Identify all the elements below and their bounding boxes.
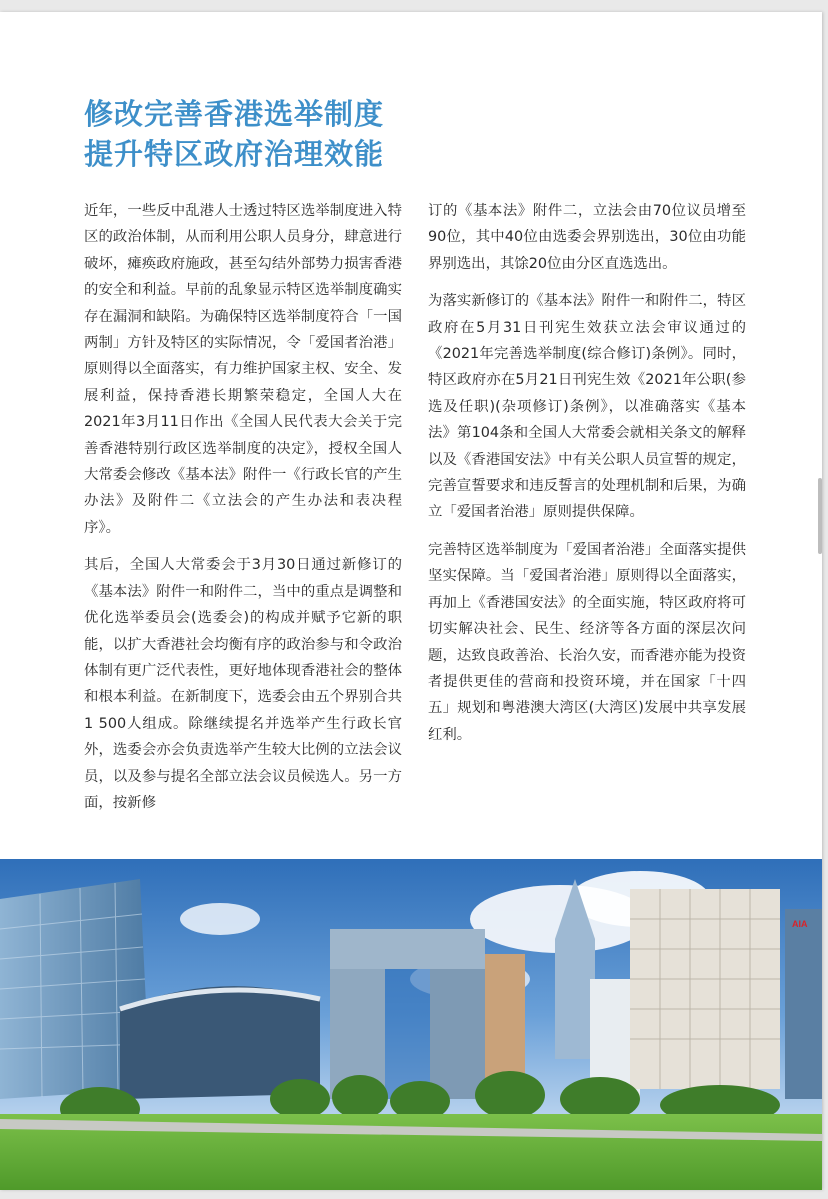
scrollbar[interactable] [818, 478, 822, 554]
aia-sign: AIA [792, 919, 808, 929]
left-column [84, 198, 402, 827]
paragraph: 订的《基本法》附件二，立法会由70位议员增至90位，其中40位由选委会界别选出，30位由功能界别选出，其馀20位由分区直选选出。 [428, 203, 746, 272]
aia-tower [785, 909, 822, 1099]
paragraph: 近年，一些反中乱港人士透过特区选举制度进入特区的政治体制，从而利用公职人员身分，肆意进行破坏，瘫痪政府施政，甚至勾结外部势力损害香港的安全和利益。早前的乱象显示特区选举制度确实存在漏洞和缺陷。为确保特区选举制度符合「一国两制」方针及特区的实际情况，令「爱国者治港」原则得以全面落实，有力维护国家主权、安全、发展利益，保持香港长期繁荣稳定，全国人大在2021年3月11日作出《全国人民代表大会关于完善香港特别行政区选举制度的决定》，授权全国人大常委会修改《基本法》附件一《行政长官的产生办法》及附件二《立法会的产生办法和表决程序》。 [84, 203, 402, 536]
tree [332, 1075, 388, 1119]
title-line-2: 提升特区政府治理效能 [84, 137, 385, 171]
right-column [428, 198, 746, 759]
paragraph: 完善特区选举制度为「爱国者治港」全面落实提供坚实保障。当「爱国者治港」原则得以全面落实，再加上《香港国安法》的全面实施，特区政府将可切实解决社会、民生、经济等各方面的深层次问题，达致良政善治、长治久安，而香港亦能为投资者提供更佳的营商和投资环境，并在国家「十四五」规划和粤港澳大湾区(大湾区)发展中共享发展红利。 [428, 541, 746, 743]
document-page [0, 12, 822, 1190]
cloud [180, 903, 260, 935]
paragraph: 为落实新修订的《基本法》附件一和附件二，特区政府在5月31日刊宪生效获立法会审议通过的《2021年完善选举制度(综合修订)条例》。同时，特区政府亦在5月21日刊宪生效《2021年公职(参选及任职)(杂项修订)条例》，以准确落实《基本法》第104条和全国人大常委会就相关条文的解释以及《香港国安法》中有关公职人员宣誓的规定，完善宣誓要求和违反誓言的处理机制和后果，为确立「爱国者治港」原则提供保障。 [428, 293, 746, 521]
tamar-arch-top [330, 929, 485, 969]
article-title [84, 94, 384, 174]
tree [270, 1079, 330, 1119]
paragraph: 其后，全国人大常委会于3月30日通过新修订的《基本法》附件一和附件二，当中的重点是调整和优化选举委员会(选委会)的构成并赋予它新的职能，以扩大香港社会均衡有序的政治参与和令政治体制有更广泛代表性，更好地体现香港社会的整体和根本利益。在新制度下，选委会由五个界别合共1 500人组成。除继续提名并选举产生行政长官外，选委会亦会负责选举产生较大比例的立法会议员，以及参与提名全部立法会议员候选人。另一方面，按新修 [84, 557, 402, 811]
government-hq-photo [0, 859, 822, 1190]
title-line-1: 修改完善香港选举制度 [84, 97, 385, 131]
tree [475, 1071, 545, 1119]
